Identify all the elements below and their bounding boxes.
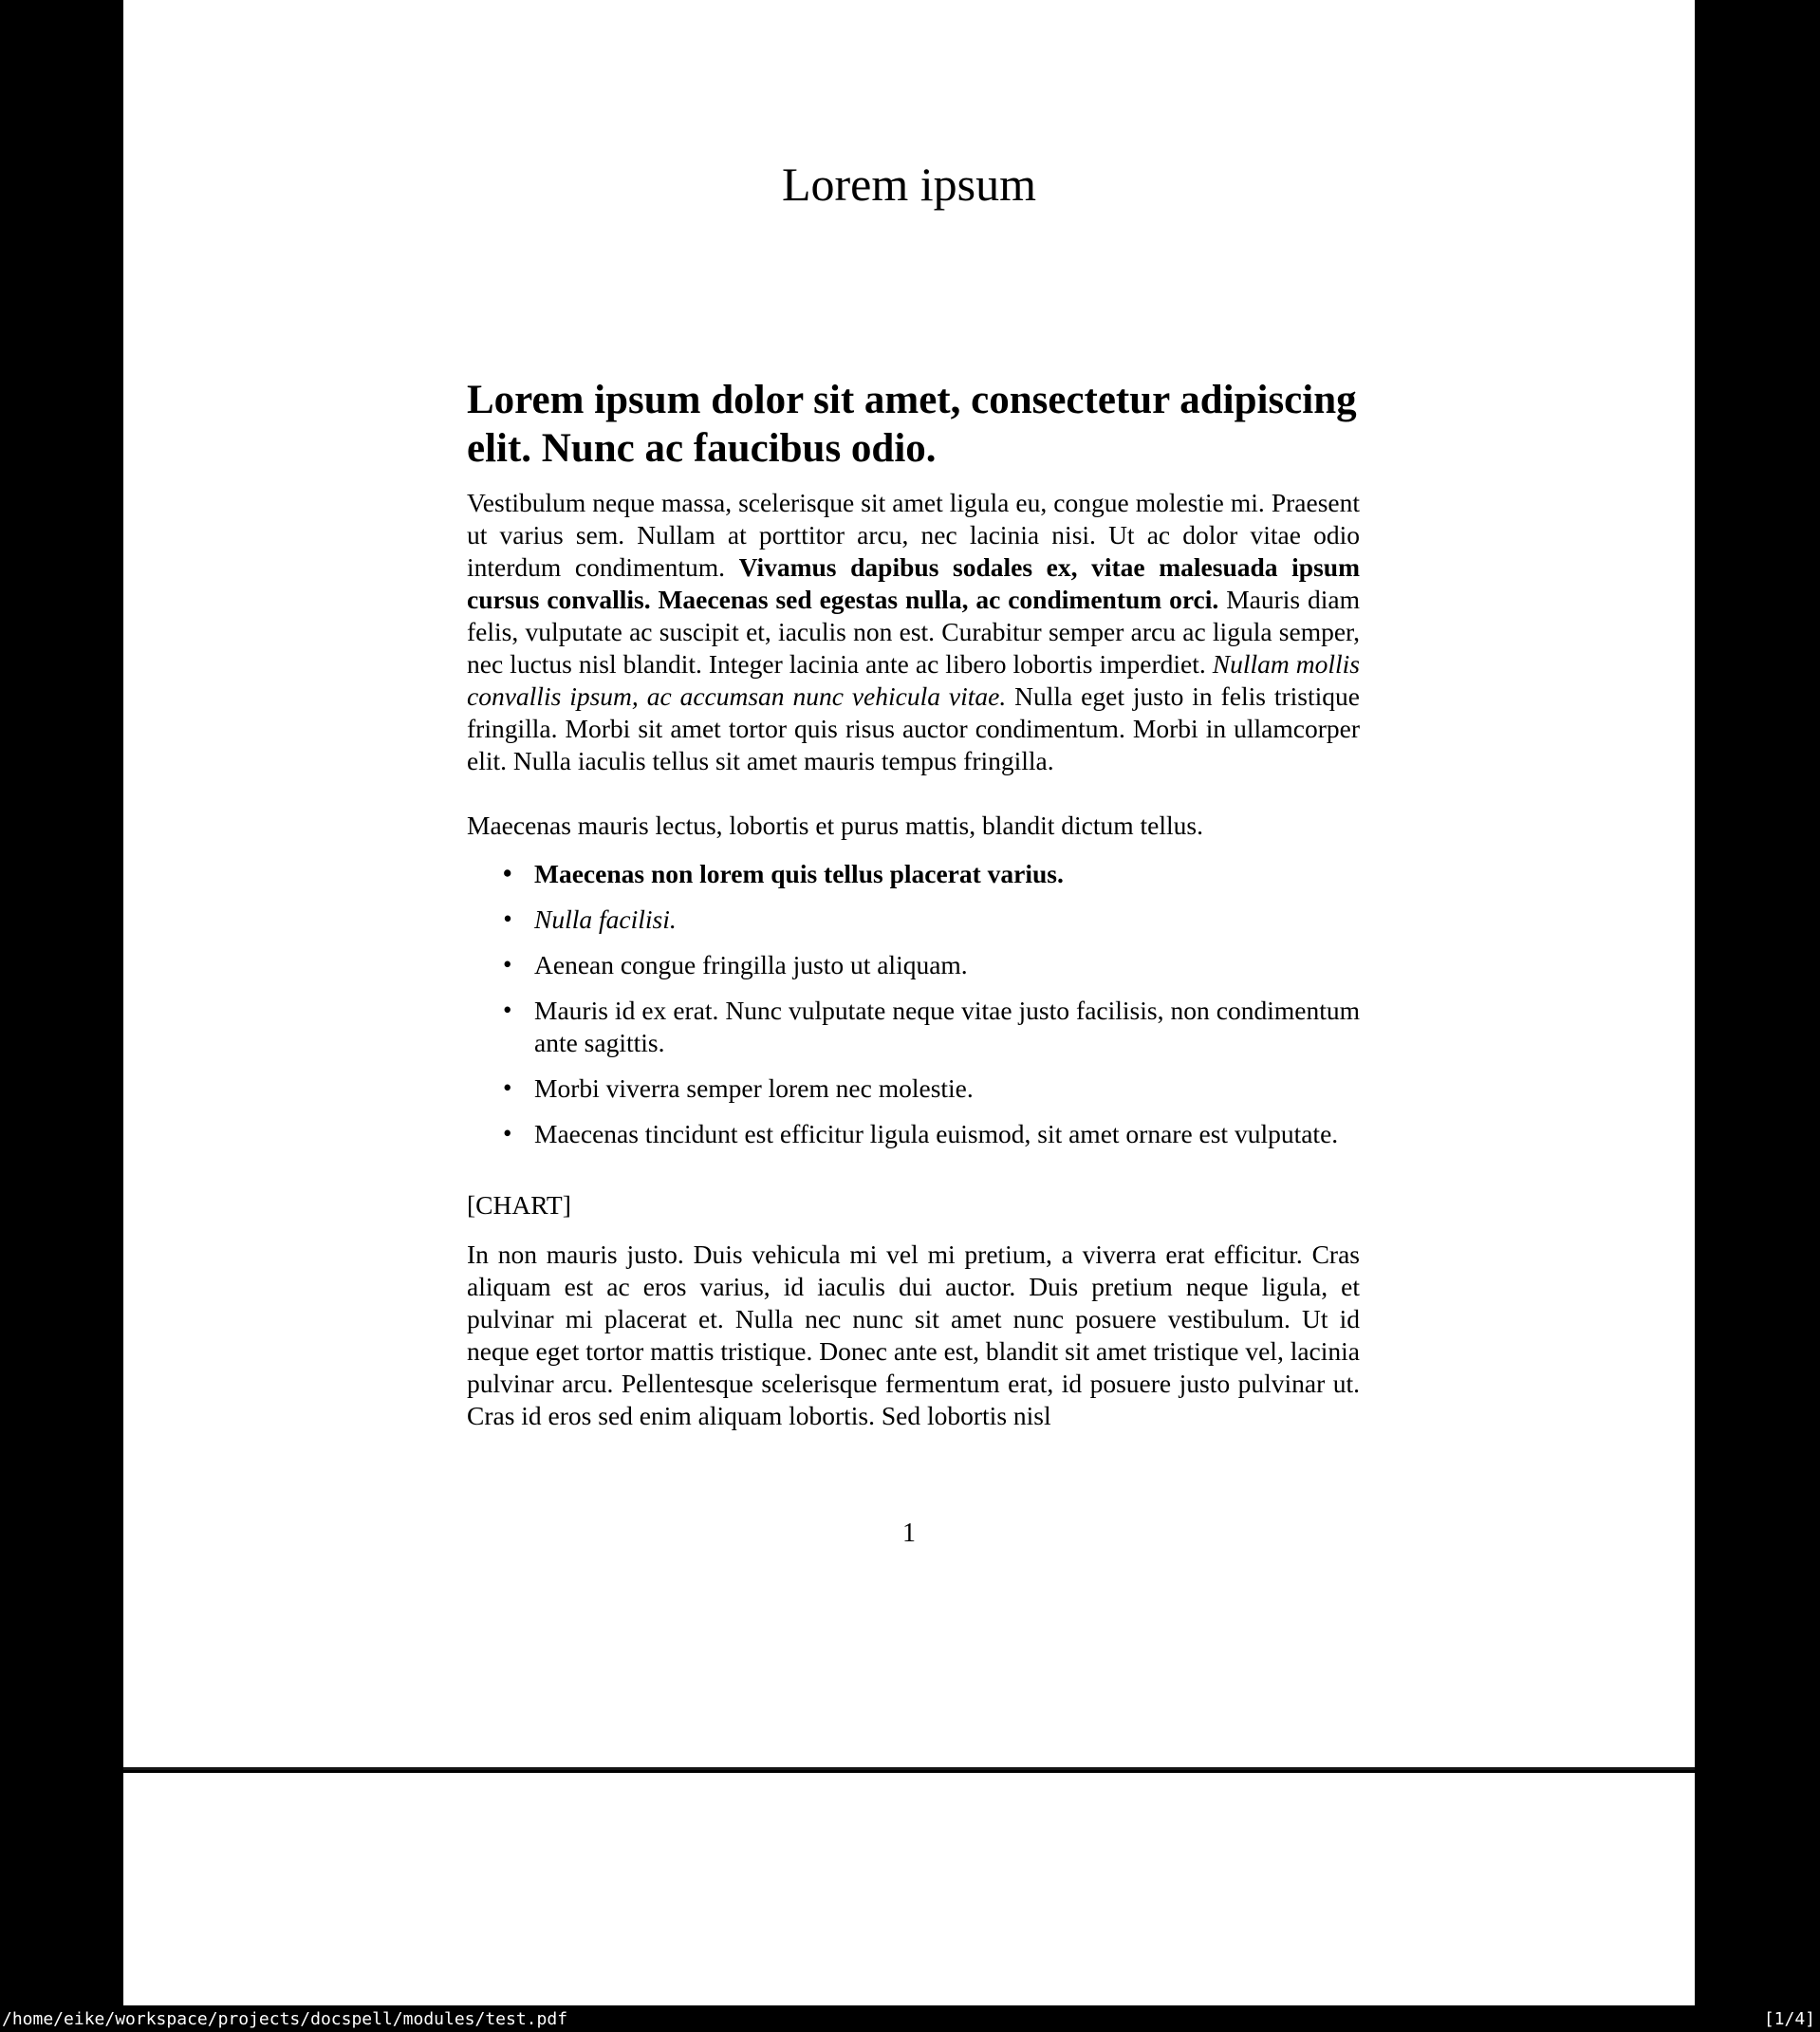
section-heading: Lorem ipsum dolor sit amet, consectetur adipiscing elit. Nunc ac faucibus odio.	[467, 378, 1357, 471]
bullet-icon: •	[503, 950, 512, 979]
list-item-text: Aenean congue fringilla justo ut aliquam.	[534, 950, 968, 979]
paragraph-vestibulum	[467, 487, 1360, 777]
list-item	[467, 995, 1360, 1059]
page-number: 1	[902, 1519, 916, 1548]
list-item	[467, 904, 1360, 936]
list-item	[467, 1118, 1360, 1150]
list-item-text: Morbi viverra semper lorem nec molestie.	[534, 1073, 974, 1103]
paragraph-run-normal: Mauris diam felis, vulputate ac suscipit et, iaculis non est. Curabitur semper arcu ac ligula semper, nec luctus nisl blandit. Integer lacinia ante ac libero lobortis imperdiet.	[467, 585, 1360, 679]
document-title: Lorem ipsum	[781, 158, 1037, 211]
bullet-icon: •	[503, 859, 512, 887]
paragraph-maecenas: Maecenas mauris lectus, lobortis et purus mattis, blandit dictum tellus.	[467, 811, 1203, 840]
list-item	[467, 1072, 1360, 1105]
paragraph-run-italic: Nullam mollis convallis ipsum, ac accumsan nunc vehicula vitae.	[467, 649, 1360, 711]
pdf-page-1[interactable]	[123, 0, 1695, 1770]
bullet-icon: •	[503, 1073, 512, 1102]
list-item	[467, 949, 1360, 981]
bullet-icon: •	[503, 904, 512, 933]
paragraph-in-non: In non mauris justo. Duis vehicula mi vel mi pretium, a viverra erat efficitur. Cras aliquam est ac eros varius, id iaculis dui auctor. Duis pretium neque ligula, et pulvinar mi placerat et. Nulla nec nunc sit amet nunc posuere vestibulum. Ut id neque eget tortor mattis tristique. Donec ante est, blandit sit amet tristique vel, lacinia pulvinar arcu. Pellentesque scelerisque fermentum erat, id posuere justo pulvinar ut. Cras id eros sed enim aliquam lobortis. Sed lobortis nisl	[467, 1240, 1360, 1430]
list-item-text: Maecenas tincidunt est efficitur ligula euismod, sit amet ornare est vulputate.	[534, 1119, 1339, 1148]
chart-placeholder: [CHART]	[467, 1190, 571, 1220]
paragraph-run-normal: Nulla eget justo in felis tristique fringilla. Morbi sit amet tortor quis risus auctor condimentum. Morbi in ullamcorper elit. Nulla iaculis tellus sit amet mauris tempus fringilla.	[467, 681, 1360, 775]
list-item-text: Maecenas non lorem quis tellus placerat varius.	[534, 859, 1064, 888]
paragraph-run-normal: Vestibulum neque massa, scelerisque sit amet ligula eu, congue molestie mi. Praesent ut varius sem. Nullam at porttitor arcu, nec lacinia nisi. Ut ac dolor vitae odio interdum condimentum.	[467, 488, 1360, 582]
list-item	[467, 858, 1360, 890]
list-item-text: Nulla facilisi.	[534, 904, 677, 934]
bullet-icon: •	[503, 996, 512, 1024]
bullet-list	[467, 858, 1360, 1164]
file-path: /home/eike/workspace/projects/docspell/modules/test.pdf	[2, 2008, 568, 2029]
pdf-page-2[interactable]	[123, 1773, 1695, 2005]
status-bar	[0, 2005, 1820, 2032]
list-item-text: Mauris id ex erat. Nunc vulputate neque vitae justo facilisis, non condimentum ante sagittis.	[534, 996, 1360, 1057]
paragraph-run-bold: Vivamus dapibus sodales ex, vitae malesuada ipsum cursus convallis. Maecenas sed egestas nulla, ac condimentum orci.	[467, 552, 1360, 614]
bullet-icon: •	[503, 1119, 512, 1147]
page-indicator: [1/4]	[1763, 2008, 1815, 2029]
